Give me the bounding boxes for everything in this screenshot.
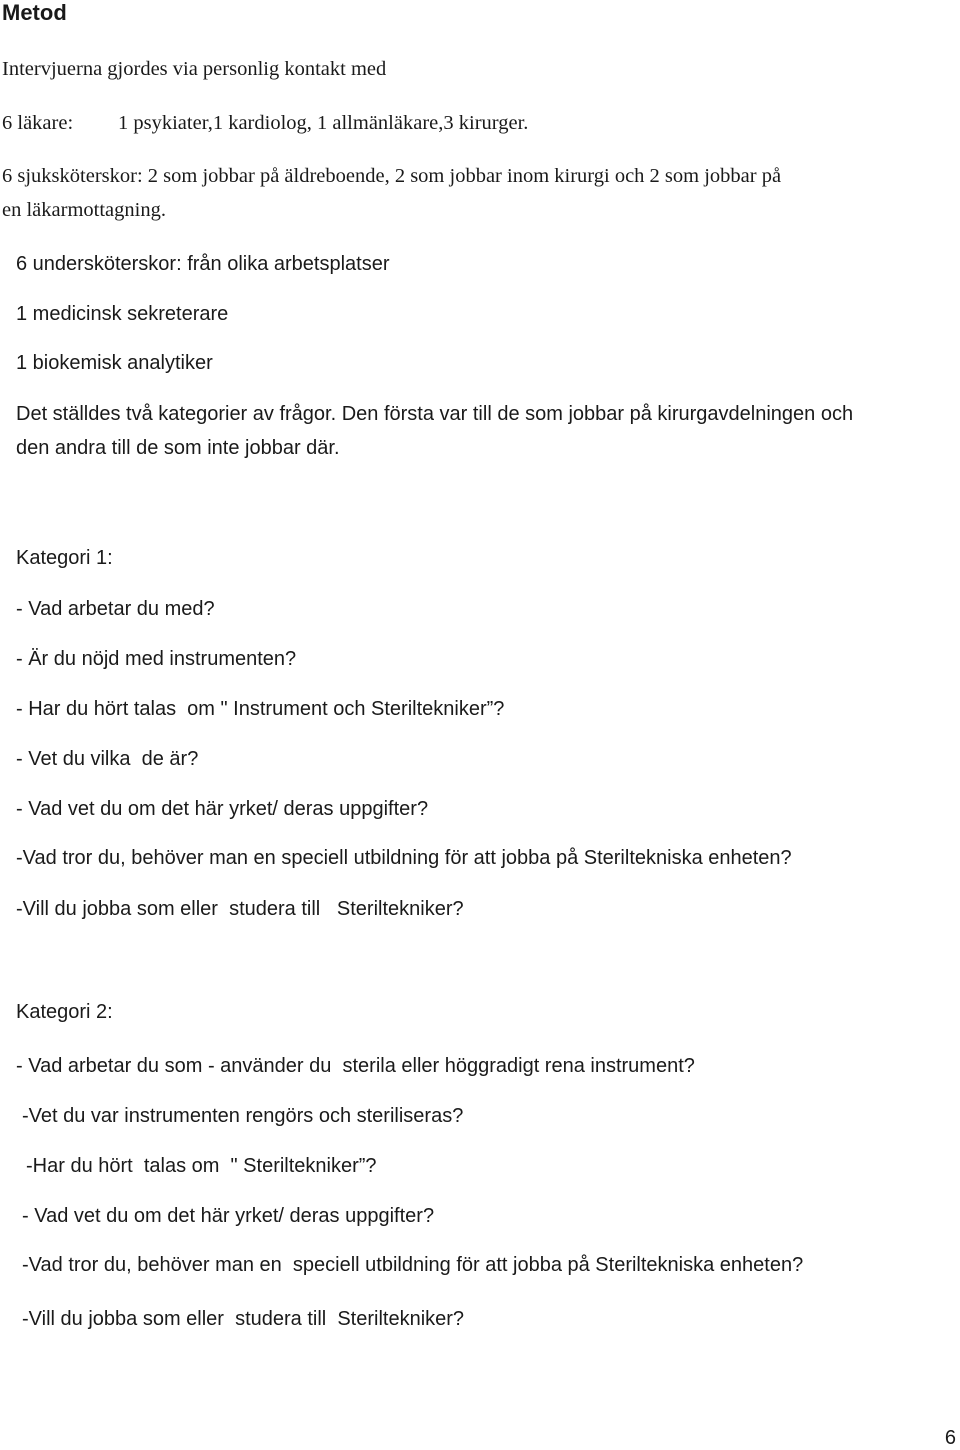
category-2-question: - Vad vet du om det här yrket/ deras uppgifter? (22, 1205, 435, 1227)
nurses-line-2: en läkarmottagning. (2, 199, 166, 221)
secretary-line: 1 medicinsk sekreterare (16, 303, 229, 325)
category-1-question: - Är du nöjd med instrumenten? (16, 648, 297, 670)
category-2-title: Kategori 2: (16, 1001, 113, 1023)
nurses-line-1: 6 sjuksköterskor: 2 som jobbar på äldreboende, 2 som jobbar inom kirurgi och 2 som jobbar på (2, 165, 782, 187)
categories-description-line-2: den andra till de som inte jobbar där. (16, 437, 340, 459)
doctors-value: 1 psykiater,1 kardiolog, 1 allmänläkare,3 kirurger. (118, 112, 529, 134)
category-1-question: - Har du hört talas om " Instrument och Steriltekniker”? (16, 698, 505, 720)
category-2-question: -Vad tror du, behöver man en speciell utbildning för att jobba på Steriltekniska enheten? (22, 1254, 804, 1276)
section-heading: Metod (2, 0, 67, 25)
intro-line: Intervjuerna gjordes via personlig kontakt med (2, 58, 387, 80)
category-1-question: -Vad tror du, behöver man en speciell utbildning för att jobba på Steriltekniska enheten? (16, 847, 792, 869)
categories-description-line-1: Det ställdes två kategorier av frågor. Den första var till de som jobbar på kirurgavdelningen och (16, 403, 854, 425)
category-1-question: - Vad arbetar du med? (16, 598, 215, 620)
category-2-question: -Har du hört talas om " Steriltekniker”? (26, 1155, 377, 1177)
analyst-line: 1 biokemisk analytiker (16, 352, 213, 374)
page-number: 6 (944, 1427, 956, 1449)
category-1-title: Kategori 1: (16, 547, 113, 569)
category-2-question: -Vet du var instrumenten rengörs och steriliseras? (22, 1105, 464, 1127)
assistants-line: 6 undersköterskor: från olika arbetsplatser (16, 253, 390, 275)
category-1-question: -Vill du jobba som eller studera till Steriltekniker? (16, 898, 464, 920)
category-2-question: -Vill du jobba som eller studera till Steriltekniker? (22, 1308, 465, 1330)
doctors-label: 6 läkare: (2, 112, 74, 134)
category-1-question: - Vad vet du om det här yrket/ deras uppgifter? (16, 798, 429, 820)
category-1-question: - Vet du vilka de är? (16, 748, 199, 770)
category-2-question: - Vad arbetar du som - använder du sterila eller höggradigt rena instrument? (16, 1055, 695, 1077)
